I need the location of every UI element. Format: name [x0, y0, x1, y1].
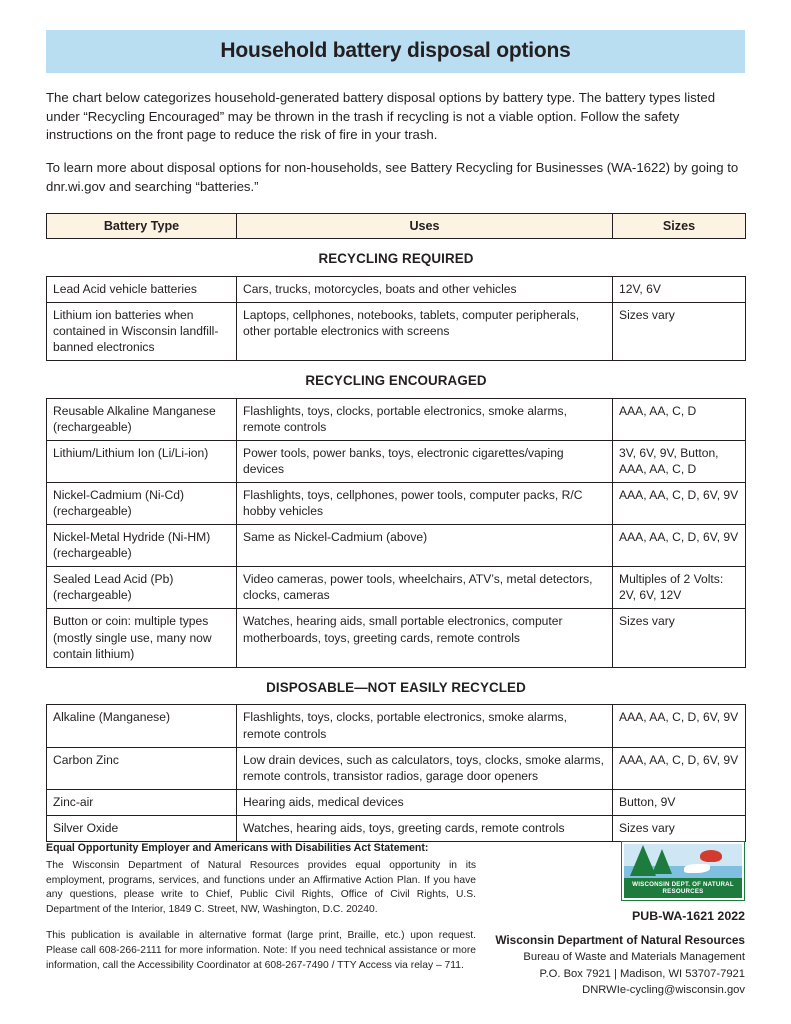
agency-name: Wisconsin Department of Natural Resources [495, 933, 745, 948]
column-header-battery-type: Battery Type [47, 213, 237, 238]
dnr-logo-icon [621, 841, 745, 901]
cell-battery-type: Sealed Lead Acid (Pb) (rechargeable) [47, 567, 237, 609]
cell-uses: Watches, hearing aids, toys, greeting cards, remote controls [237, 815, 613, 841]
cell-sizes: AAA, AA, C, D [613, 398, 746, 440]
table-body [47, 238, 746, 841]
table-row [47, 609, 746, 667]
logo-tree-secondary-icon [652, 849, 672, 874]
cell-uses: Flashlights, toys, clocks, portable electronics, smoke alarms, remote controls [237, 705, 613, 747]
cell-sizes: Sizes vary [613, 302, 746, 360]
cell-sizes: Button, 9V [613, 789, 746, 815]
cell-uses: Flashlights, toys, clocks, portable electronics, smoke alarms, remote controls [237, 398, 613, 440]
cell-battery-type: Lithium ion batteries when contained in Wisconsin landfill-banned electronics [47, 302, 237, 360]
section-heading-recycling-required: RECYCLING REQUIRED [47, 238, 746, 276]
bureau-name: Bureau of Waste and Materials Management [523, 951, 745, 964]
table-header-row [47, 213, 746, 238]
table-row [47, 705, 746, 747]
table-row [47, 815, 746, 841]
cell-uses: Laptops, cellphones, notebooks, tablets, computer peripherals, other portable electronics with screens [237, 302, 613, 360]
table-row [47, 398, 746, 440]
section-heading-disposable: DISPOSABLE—NOT EASILY RECYCLED [47, 667, 746, 705]
cell-battery-type: Lithium/Lithium Ion (Li/Li-ion) [47, 440, 237, 482]
cell-sizes: 3V, 6V, 9V, Button, AAA, AA, C, D [613, 440, 746, 482]
equal-opportunity-heading: Equal Opportunity Employer and Americans with Disabilities Act Statement: [46, 842, 429, 855]
intro-paragraph-2: To learn more about disposal options for non-households, see Battery Recycling for Businesses (WA-1622) by going to dnr.wi.gov and searching “batteries.” [46, 160, 739, 194]
section-heading-row [47, 360, 746, 398]
battery-disposal-table [46, 213, 746, 842]
cell-battery-type: Button or coin: multiple types (mostly single use, many now contain lithium) [47, 609, 237, 667]
table-row [47, 525, 746, 567]
logo-band-label: WISCONSIN DEPT. OF NATURAL RESOURCES [624, 878, 742, 898]
cell-battery-type: Carbon Zinc [47, 747, 237, 789]
cell-uses: Watches, hearing aids, small portable electronics, computer motherboards, toys, greeting cards, remote controls [237, 609, 613, 667]
cell-sizes: AAA, AA, C, D, 6V, 9V [613, 482, 746, 524]
footer-legal-text [46, 841, 476, 974]
cell-uses: Same as Nickel-Cadmium (above) [237, 525, 613, 567]
equal-opportunity-block [46, 841, 476, 918]
section-heading-row [47, 667, 746, 705]
logo-bird-icon [700, 850, 722, 862]
cell-uses: Low drain devices, such as calculators, toys, clocks, smoke alarms, remote controls, transistor radios, garage door openers [237, 747, 613, 789]
cell-sizes: AAA, AA, C, D, 6V, 9V [613, 525, 746, 567]
cell-battery-type: Lead Acid vehicle batteries [47, 276, 237, 302]
column-header-sizes: Sizes [613, 213, 746, 238]
publication-number: PUB-WA-1621 2022 [632, 909, 745, 924]
agency-address: P.O. Box 7921 | Madison, WI 53707-7921 [539, 967, 745, 980]
cell-battery-type: Nickel-Cadmium (Ni-Cd) (rechargeable) [47, 482, 237, 524]
cell-battery-type: Alkaline (Manganese) [47, 705, 237, 747]
cell-uses: Flashlights, toys, cellphones, power tools, computer packs, R/C hobby vehicles [237, 482, 613, 524]
page-title-bar [46, 30, 745, 73]
section-heading-row [47, 238, 746, 276]
cell-uses: Hearing aids, medical devices [237, 789, 613, 815]
table-row [47, 302, 746, 360]
cell-sizes: Multiples of 2 Volts: 2V, 6V, 12V [613, 567, 746, 609]
table-row [47, 567, 746, 609]
cell-sizes: AAA, AA, C, D, 6V, 9V [613, 747, 746, 789]
cell-sizes: 12V, 6V [613, 276, 746, 302]
cell-uses: Video cameras, power tools, wheelchairs, ATV’s, metal detectors, clocks, cameras [237, 567, 613, 609]
page-title: Household battery disposal options [220, 39, 571, 62]
page-footer [46, 841, 745, 998]
equal-opportunity-text: The Wisconsin Department of Natural Resources provides equal opportunity in its employment, programs, services, and functions under an Affirmative Action Plan. If you have any questions, please write to Chief, Public Civil Rights, Office of Civil Rights, U.S. Department of the Interior, 1849 C. Street, NW, Washington, D.C. 20240. [46, 859, 476, 916]
cell-sizes: Sizes vary [613, 609, 746, 667]
intro-paragraph-1: The chart below categorizes household-generated battery disposal options by battery type. The battery types listed under “Recycling Encouraged” may be thrown in the trash if recycling is not a viable option. Follow the safety instructions on the front page to reduce the risk of fire in your trash. [46, 90, 716, 143]
cell-sizes: Sizes vary [613, 815, 746, 841]
cell-battery-type: Zinc-air [47, 789, 237, 815]
cell-battery-type: Silver Oxide [47, 815, 237, 841]
table-row [47, 440, 746, 482]
table-row [47, 276, 746, 302]
footer-agency-block [490, 841, 745, 998]
table-row [47, 789, 746, 815]
cell-battery-type: Nickel-Metal Hydride (Ni-HM) (rechargeable) [47, 525, 237, 567]
cell-sizes: AAA, AA, C, D, 6V, 9V [613, 705, 746, 747]
column-header-uses: Uses [237, 213, 613, 238]
section-heading-recycling-encouraged: RECYCLING ENCOURAGED [47, 360, 746, 398]
alternative-format-text: This publication is available in alternative format (large print, Braille, etc.) upon request. Please call 608-266-2111 for more information. Note: If you need technical assistance or more information, call the Accessibility Coordinator at 608-267-7490 / TTY Access via relay – 711. [46, 930, 476, 972]
cell-uses: Power tools, power banks, toys, electronic cigarettes/vaping devices [237, 440, 613, 482]
agency-email[interactable]: DNRWIe-cycling@wisconsin.gov [582, 983, 745, 996]
table-head [47, 213, 746, 238]
table-row [47, 747, 746, 789]
cell-uses: Cars, trucks, motorcycles, boats and other vehicles [237, 276, 613, 302]
table-row [47, 482, 746, 524]
cell-battery-type: Reusable Alkaline Manganese (rechargeable) [47, 398, 237, 440]
